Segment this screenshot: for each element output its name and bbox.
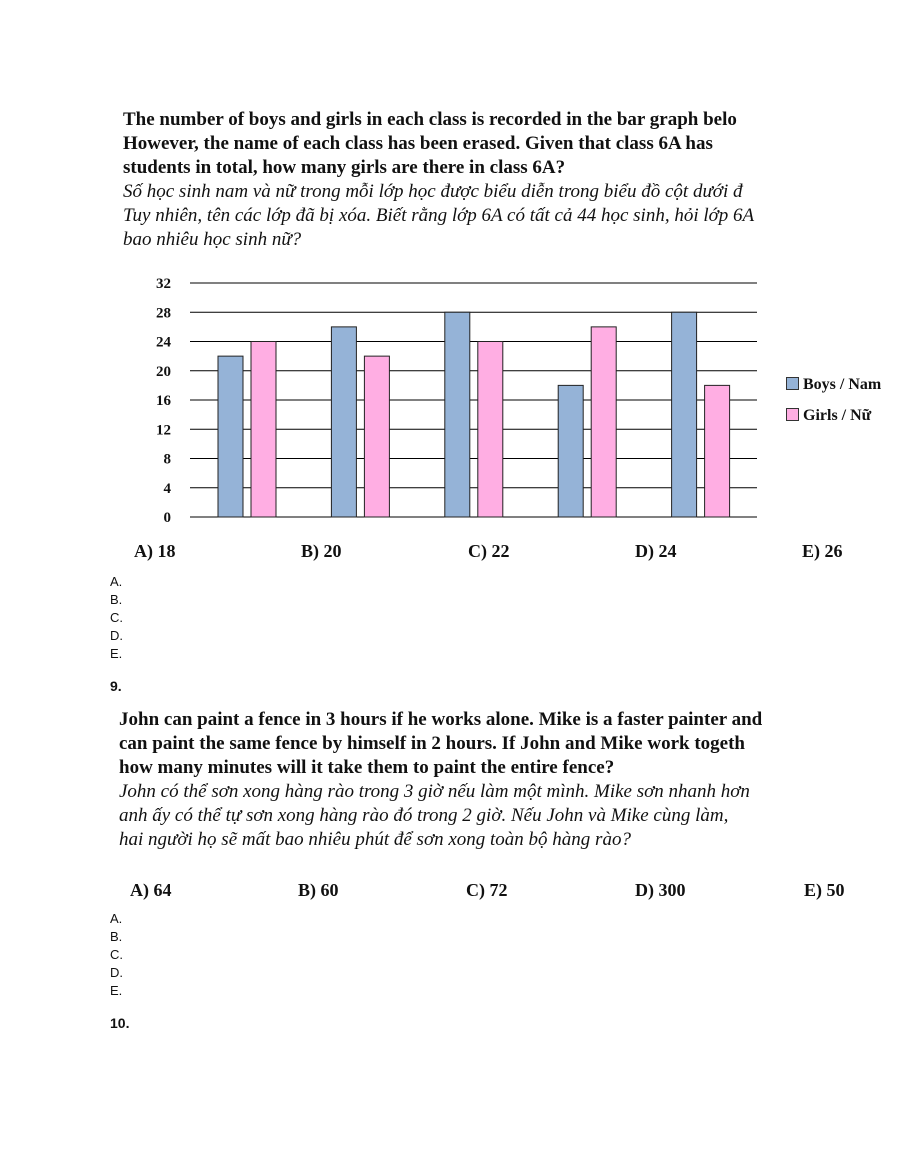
answer-option-c: C) 72	[466, 880, 508, 900]
question-8-choices	[110, 573, 123, 663]
question-8-vi-line: Tuy nhiên, tên các lớp đã bị xóa. Biết rằng lớp 6A có tất cả 44 học sinh, hỏi lớp 6A	[123, 205, 755, 226]
question-9-en-line: how many minutes will it take them to paint the entire fence?	[119, 757, 615, 778]
answer-option-d: D) 300	[635, 880, 686, 900]
choice-b[interactable]: B.	[110, 929, 123, 944]
question-8-answers	[0, 541, 900, 565]
choice-d[interactable]: D.	[110, 628, 123, 643]
choice-a[interactable]: A.	[110, 911, 123, 926]
bar-boys	[672, 312, 697, 517]
legend-label-girls: Girls / Nữ	[803, 407, 872, 424]
choice-b[interactable]: B.	[110, 592, 123, 607]
answer-option-a: A) 18	[134, 541, 176, 561]
bar-boys	[218, 356, 243, 517]
choice-a[interactable]: A.	[110, 574, 123, 589]
question-9-en-line: can paint the same fence by himself in 2 hours. If John and Mike work togeth	[119, 733, 745, 754]
question-8-en-line: The number of boys and girls in each class is recorded in the bar graph belo	[123, 109, 737, 130]
y-tick-label: 28	[156, 305, 171, 322]
bar-boys	[558, 385, 583, 517]
question-9-vi-line: anh ấy có thể tự sơn xong hàng rào đó trong 2 giờ. Nếu John và Mike cùng làm,	[119, 805, 729, 826]
girls-swatch-icon	[786, 408, 799, 421]
question-9-choices	[110, 910, 123, 1000]
bar-girls	[591, 327, 616, 517]
bar-girls	[364, 356, 389, 517]
y-tick-label: 12	[156, 422, 171, 439]
choice-e[interactable]: E.	[110, 646, 123, 661]
bar-chart	[140, 270, 760, 530]
bar-girls	[251, 342, 276, 518]
answer-option-c: C) 22	[468, 541, 510, 561]
question-8-vi-line: bao nhiêu học sinh nữ?	[123, 229, 302, 250]
legend-label-boys: Boys / Nam	[803, 376, 882, 393]
y-tick-label: 0	[163, 510, 171, 526]
answer-option-e: E) 26	[802, 541, 843, 561]
choice-d[interactable]: D.	[110, 965, 123, 980]
y-tick-label: 20	[156, 363, 171, 380]
question-9-answers	[0, 880, 900, 904]
question-9-en-line: John can paint a fence in 3 hours if he works alone. Mike is a faster painter and	[119, 709, 763, 730]
question-9-vi-line: hai người họ sẽ mất bao nhiêu phút để sơn xong toàn bộ hàng rào?	[119, 829, 631, 850]
question-10-number: 10.	[110, 1015, 130, 1031]
answer-option-e: E) 50	[804, 880, 845, 900]
bar-boys	[331, 327, 356, 517]
y-tick-label: 16	[156, 393, 171, 409]
y-tick-label: 4	[163, 480, 171, 497]
answer-option-b: B) 20	[301, 541, 342, 561]
bar-girls	[705, 385, 730, 517]
y-tick-label: 32	[156, 276, 171, 292]
boys-swatch-icon	[786, 377, 799, 390]
answer-option-b: B) 60	[298, 880, 339, 900]
bar-boys	[445, 312, 470, 517]
question-8-vi-line: Số học sinh nam và nữ trong mỗi lớp học được biểu diễn trong biểu đồ cột dưới đ	[123, 181, 743, 202]
answer-option-a: A) 64	[130, 880, 172, 900]
legend-item-girls	[786, 407, 871, 425]
y-tick-label: 8	[163, 451, 171, 468]
legend-item-boys	[786, 376, 881, 394]
answer-option-d: D) 24	[635, 541, 677, 561]
choice-e[interactable]: E.	[110, 983, 123, 998]
question-8-en-line: However, the name of each class has been erased. Given that class 6A has	[123, 133, 713, 154]
question-8-en-line: students in total, how many girls are there in class 6A?	[123, 157, 566, 178]
y-tick-label: 24	[156, 334, 171, 351]
question-9-vi-line: John có thể sơn xong hàng rào trong 3 giờ nếu làm một mình. Mike sơn nhanh hơn	[119, 781, 750, 802]
bar-girls	[478, 342, 503, 518]
choice-c[interactable]: C.	[110, 947, 123, 962]
question-9-text	[119, 708, 900, 852]
question-9-number: 9.	[110, 678, 122, 694]
question-8-text	[123, 108, 900, 252]
choice-c[interactable]: C.	[110, 610, 123, 625]
